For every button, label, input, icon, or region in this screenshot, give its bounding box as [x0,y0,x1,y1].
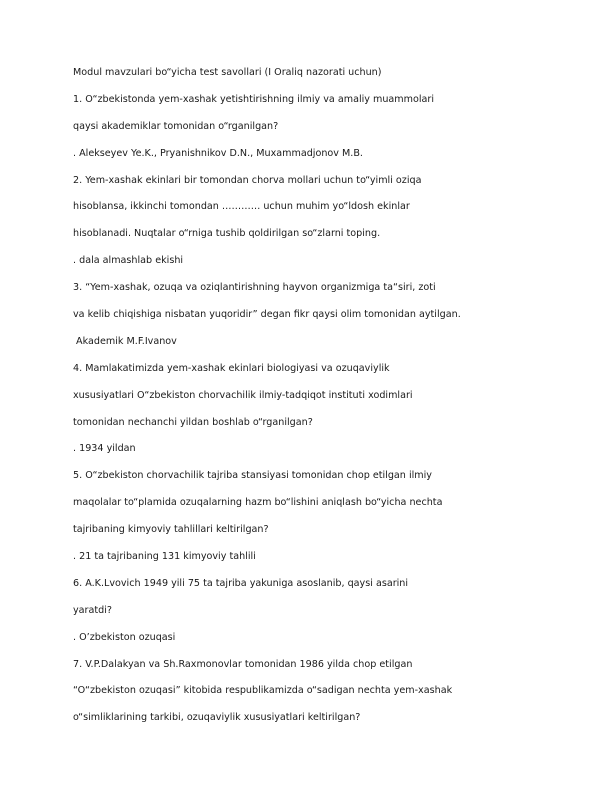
question-4-line-3: tomonidan nechanchi yildan boshlab o“rganilgan? [73,416,313,428]
document-heading: Modul mavzulari bo“yicha test savollari (I Oraliq nazorati uchun) [73,67,382,78]
question-4-line-1: 4. Mamlakatimizda yem-xashak ekinlari biologiyasi va ozuqaviylik [73,362,390,374]
question-6-line-1: 6. A.K.Lvovich 1949 yili 75 ta tajriba yakuniga asoslanib, qaysi asarini [73,577,409,589]
question-2-line-2: hisoblansa, ikkinchi tomondan ………… uchun muhim yo“ldosh ekinlar [73,201,410,213]
answer-5: . 21 ta tajribaning 131 kimyoviy tahlili [73,551,256,563]
question-4-line-2: xususiyatlari O“zbekiston chorvachilik ilmiy-tadqiqot instituti xodimlari [73,389,413,401]
question-5-line-1: 5. O“zbekiston chorvachilik tajriba stansiyasi tomonidan chop etilgan ilmiy [73,470,432,482]
question-5-line-3: tajribaning kimyoviy tahlillari keltirilgan? [73,524,269,536]
answer-6: . O’zbekiston ozuqasi [73,631,176,643]
question-5-line-2: maqolalar to“plamida ozuqalarning hazm bo“lishini aniqlash bo“yicha nechta [73,497,443,509]
answer-3: Akademik M.F.Ivanov [73,335,177,347]
question-1-line-1: 1. O“zbekistonda yem-xashak yetishtirishning ilmiy va amaliy muammolari [73,93,435,105]
question-3-line-2: va kelib chiqishiga nisbatan yuqoridir” degan fikr qaysi olim tomonidan aytilgan. [73,309,461,321]
answer-4: . 1934 yildan [73,443,136,455]
question-7-line-1: 7. V.P.Dalakyan va Sh.Raxmonovlar tomonidan 1986 yilda chop etilgan [73,658,413,670]
question-3-line-1: 3. “Yem-xashak, ozuqa va oziqlantirishning hayvon organizmiga ta“siri, zoti [73,282,436,294]
question-6-line-2: yaratdi? [73,604,112,616]
question-7-line-2: “O“zbekiston ozuqasi” kitobida respublikamizda o“sadigan nechta yem-xashak [73,685,453,697]
question-2-line-1: 2. Yem-xashak ekinlari bir tomondan chorva mollari uchun to“yimli oziqa [73,174,422,186]
answer-2: . dala almashlab ekishi [73,255,184,267]
question-1-line-2: qaysi akademiklar tomonidan o“rganilgan? [73,120,279,132]
question-2-line-3: hisoblanadi. Nuqtalar o“rniga tushib qoldirilgan so“zlarni toping. [73,228,381,240]
question-7-line-3: o“simliklarining tarkibi, ozuqaviylik xususiyatlari keltirilgan? [73,712,361,724]
answer-1: . Alekseyev Ye.K., Pryanishnikov D.N., Muxammadjonov M.B. [73,147,363,159]
document-body [73,66,543,738]
